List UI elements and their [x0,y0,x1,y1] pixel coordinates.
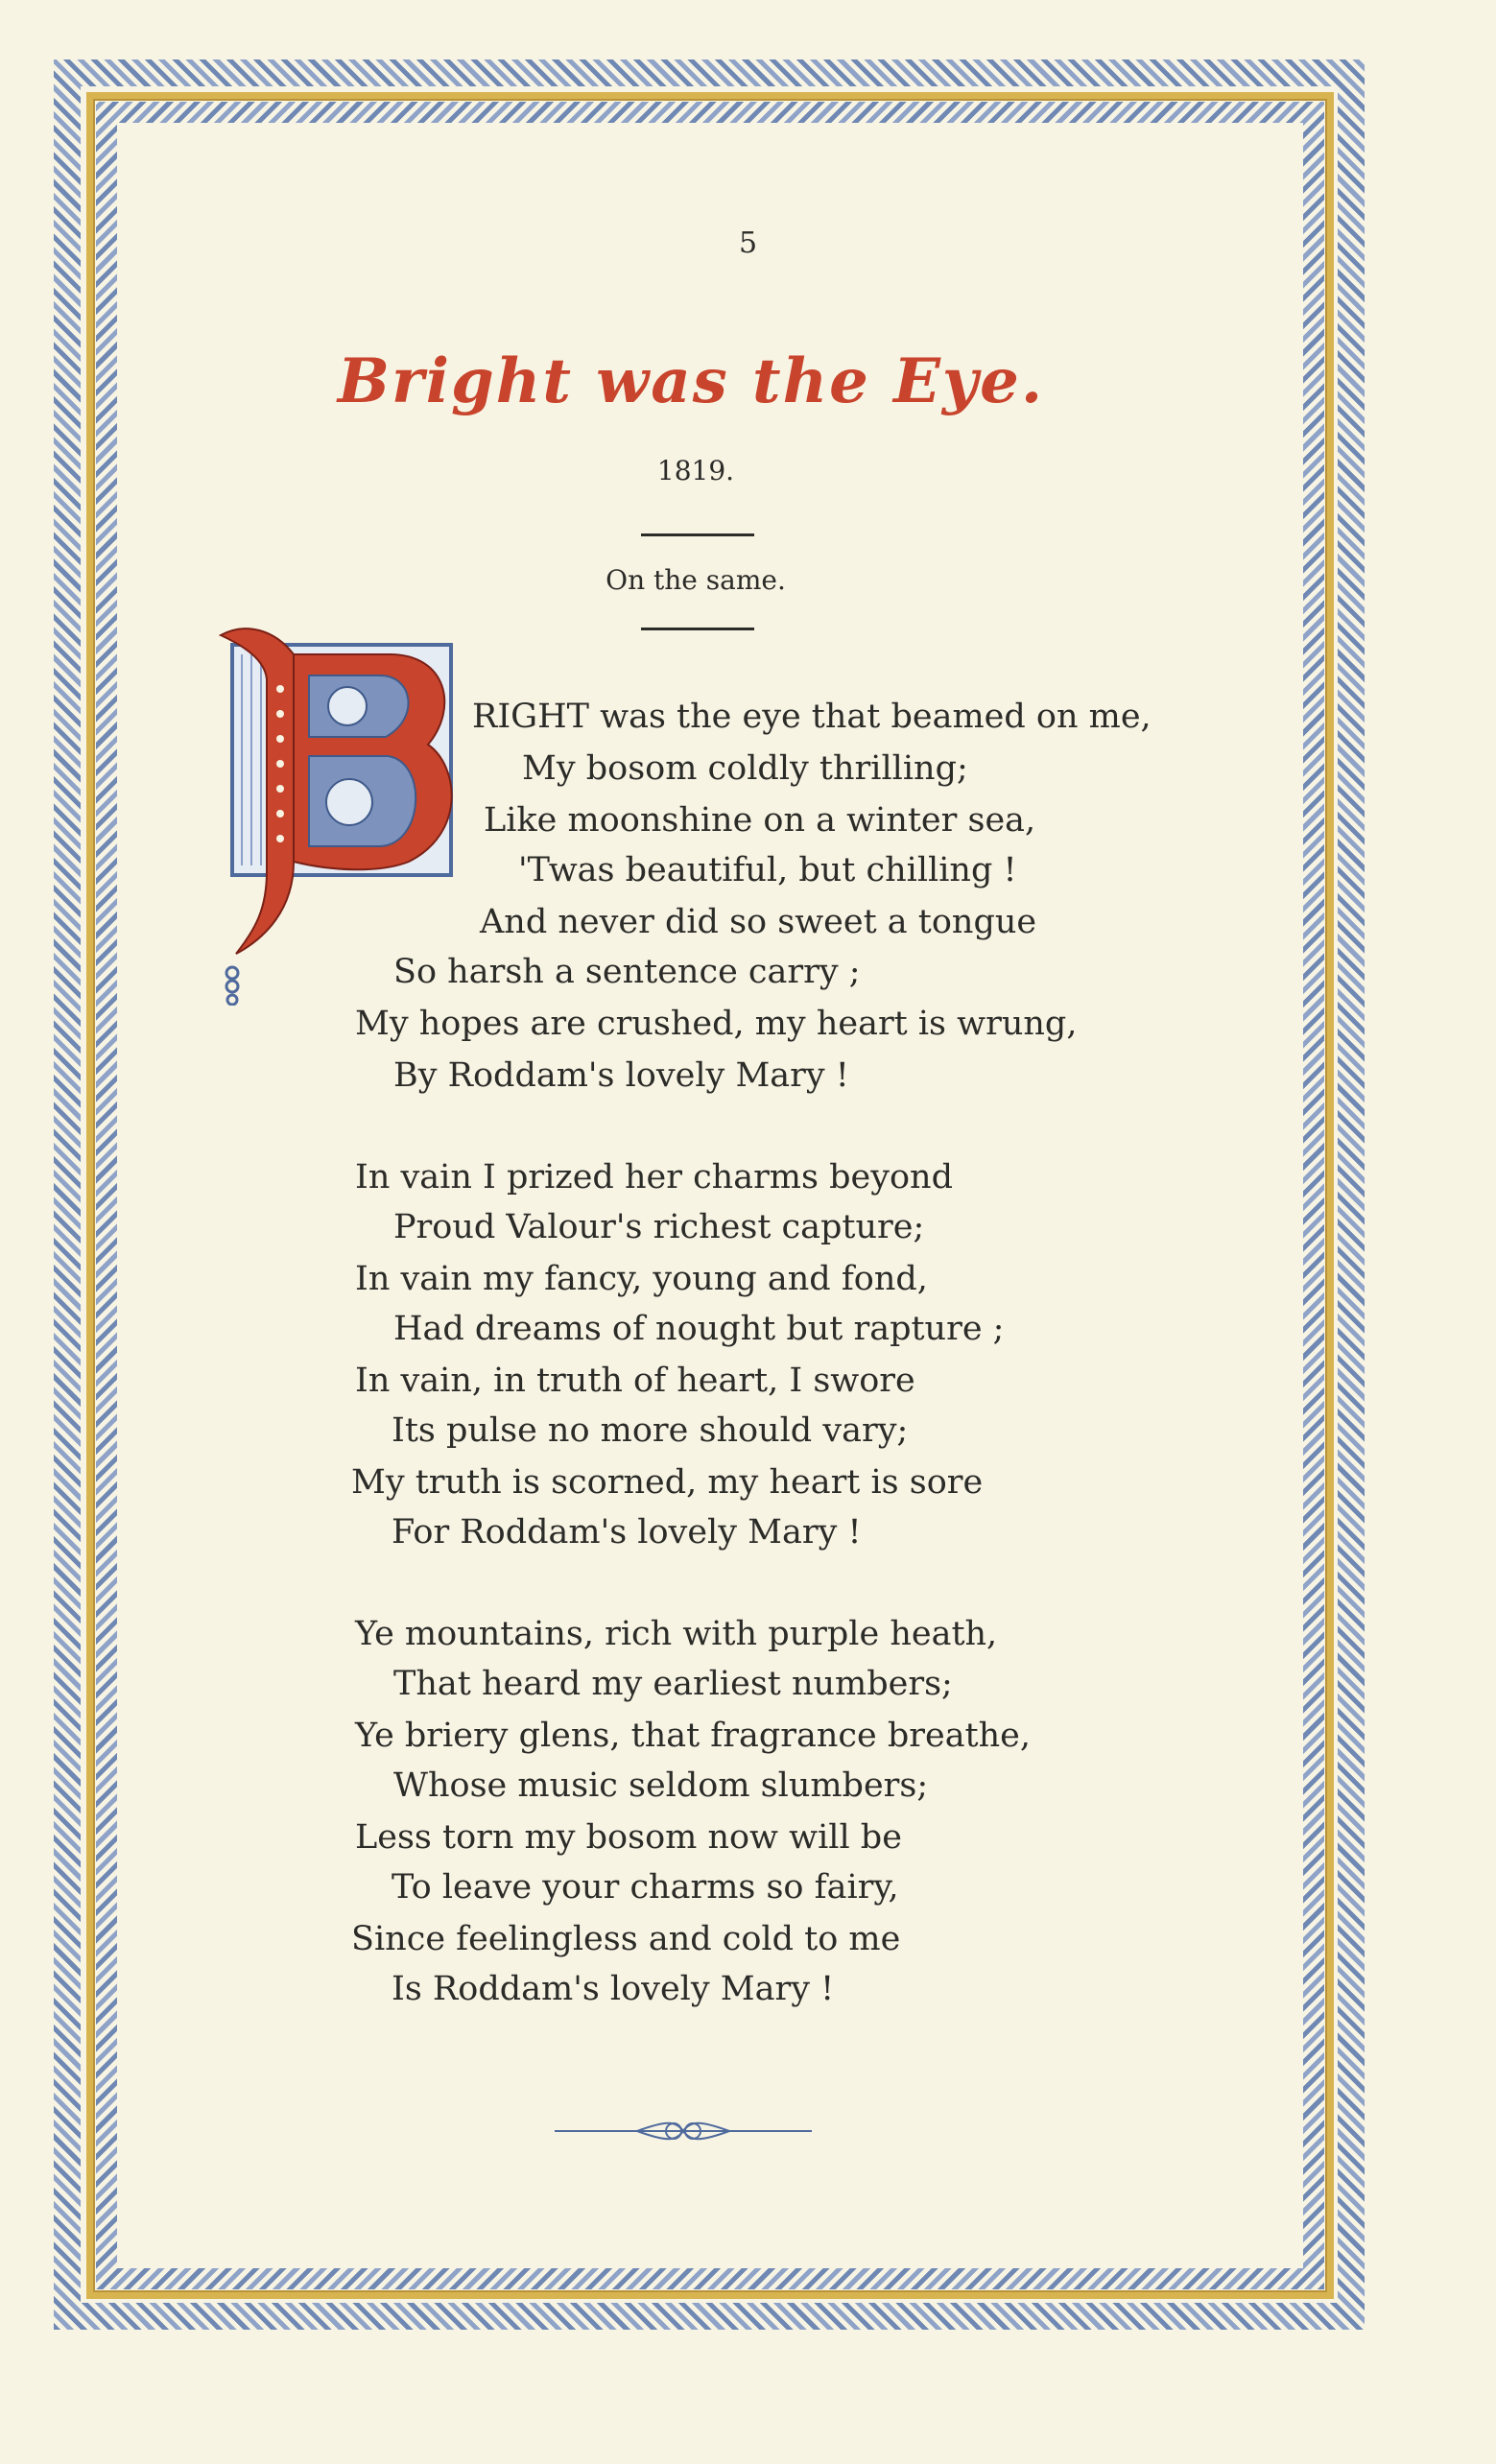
poem-line: So harsh a sentence carry ; [393,953,861,991]
poem-line: Whose music seldom slumbers; [393,1766,929,1805]
poem-line: Ye briery glens, that fragrance breathe, [355,1717,1031,1755]
poem-line: For Roddam's lovely Mary ! [392,1513,862,1552]
tailpiece-ornament [551,2107,816,2155]
poem-line: In vain I prized her charms beyond [355,1158,953,1196]
poem-line: My hopes are crushed, my heart is wrung, [355,1005,1078,1043]
poem-line: Had dreams of nought but rapture ; [393,1310,1005,1348]
poem-line: My truth is scorned, my heart is sore [351,1463,984,1502]
poem-line: That heard my earliest numbers; [393,1665,953,1703]
poem-line: Since feelingless and cold to me [351,1920,901,1958]
poem-line: RIGHT was the eye that beamed on me, [472,698,1152,736]
poem-line: In vain, in truth of heart, I swore [355,1362,915,1400]
illuminated-dropcap-b [207,622,466,1006]
poem-line: To leave your charms so fairy, [392,1868,899,1907]
page-number: 5 [738,226,758,260]
poem-line: Its pulse no more should vary; [392,1411,909,1450]
divider-rule-bottom [641,628,754,630]
poem-subtitle: On the same. [606,564,786,596]
poem-line: Less torn my bosom now will be [355,1818,902,1857]
poem-line: In vain my fancy, young and fond, [355,1260,928,1298]
poem-title: Bright was the Eye. [337,345,1045,417]
poem-line: Like moonshine on a winter sea, [484,801,1036,840]
poem-year: 1819. [656,455,735,486]
poem-line: My bosom coldly thrilling; [522,749,968,788]
poem-line: By Roddam's lovely Mary ! [393,1056,849,1095]
poem-line: And never did so sweet a tongue [480,903,1037,941]
divider-rule-top [641,533,754,536]
poem-line: Proud Valour's richest capture; [393,1208,925,1246]
poem-line: Is Roddam's lovely Mary ! [392,1970,835,2008]
poem-line: 'Twas beautiful, but chilling ! [518,851,1017,889]
poem-line: Ye mountains, rich with purple heath, [355,1615,998,1653]
